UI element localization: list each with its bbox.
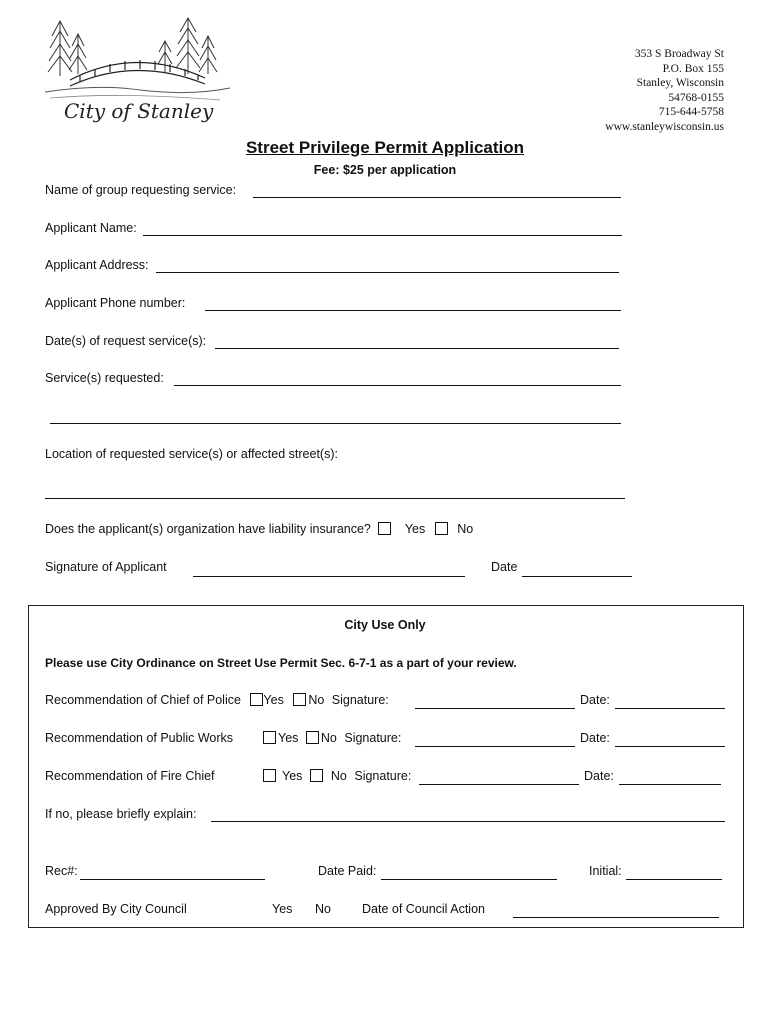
police-signature-label: Signature:	[331, 693, 389, 707]
police-label: Recommendation of Chief of Police	[45, 693, 241, 707]
public-works-signature-label: Signature:	[344, 731, 402, 745]
applicant-phone-label: Applicant Phone number:	[45, 296, 186, 310]
approved-label: Approved By City Council	[45, 902, 187, 916]
insurance-row	[45, 522, 473, 536]
police-signature-field[interactable]	[415, 708, 575, 709]
police-yes-checkbox[interactable]	[250, 693, 263, 706]
public-works-label: Recommendation of Public Works	[45, 731, 234, 745]
public-works-no-label: No	[320, 731, 337, 745]
fire-no-label: No	[330, 769, 347, 783]
city-use-heading: City Use Only	[344, 618, 426, 632]
applicant-name-field[interactable]	[143, 235, 622, 236]
address-phone: 715-644-5758	[658, 106, 724, 119]
applicant-address-field[interactable]	[156, 272, 619, 273]
group-name-label: Name of group requesting service:	[45, 183, 237, 197]
address-zip: 54768-0155	[668, 91, 724, 104]
location-field[interactable]	[45, 498, 625, 499]
city-address	[605, 47, 724, 135]
city-logo	[40, 6, 234, 134]
applicant-address-label: Applicant Address:	[45, 258, 149, 272]
police-no-checkbox[interactable]	[293, 693, 306, 706]
ordinance-instruction: Please use City Ordinance on Street Use Permit Sec. 6-7-1 as a part of your review.	[45, 656, 517, 670]
address-street: 353 S Broadway St	[634, 48, 724, 60]
fire-date-label: Date:	[584, 769, 614, 783]
approved-yes-option[interactable]: Yes	[272, 902, 293, 916]
police-date-label: Date:	[580, 693, 610, 707]
fire-signature-label: Signature:	[354, 769, 412, 783]
logo-text: City of Stanley	[64, 99, 214, 123]
dates-field[interactable]	[215, 348, 619, 349]
location-label: Location of requested service(s) or affected street(s):	[45, 447, 338, 461]
fee-text: Fee: $25 per application	[313, 163, 457, 177]
public-works-date-label: Date:	[580, 731, 610, 745]
address-po-box: P.O. Box 155	[662, 62, 724, 75]
public-works-checkboxes	[263, 731, 401, 745]
fire-no-checkbox[interactable]	[310, 769, 323, 782]
fire-date-field[interactable]	[619, 784, 721, 785]
fire-yes-checkbox[interactable]	[263, 769, 276, 782]
council-date-label: Date of Council Action	[362, 902, 485, 916]
date-field[interactable]	[522, 576, 632, 577]
group-name-field[interactable]	[253, 197, 621, 198]
fire-chief-checkboxes	[263, 769, 411, 783]
explain-label: If no, please briefly explain:	[45, 807, 197, 821]
fire-yes-label: Yes	[282, 769, 303, 783]
applicant-phone-field[interactable]	[205, 310, 621, 311]
public-works-date-field[interactable]	[615, 746, 725, 747]
fire-signature-field[interactable]	[419, 784, 579, 785]
police-yes-label: Yes	[263, 693, 284, 707]
insurance-yes-label: Yes	[404, 522, 426, 536]
date-label: Date	[491, 560, 518, 574]
dates-label: Date(s) of request service(s):	[45, 334, 207, 348]
signature-field[interactable]	[193, 576, 465, 577]
address-website: www.stanleywisconsin.us	[605, 120, 724, 133]
council-date-field[interactable]	[513, 917, 719, 918]
police-recommendation-row	[45, 693, 389, 707]
police-date-field[interactable]	[615, 708, 725, 709]
logo-trees-bridge-icon	[40, 6, 234, 134]
applicant-name-label: Applicant Name:	[45, 221, 137, 235]
initial-field[interactable]	[626, 879, 722, 880]
services-field[interactable]	[174, 385, 621, 386]
insurance-no-checkbox[interactable]	[435, 522, 448, 535]
public-works-signature-field[interactable]	[415, 746, 575, 747]
date-paid-label: Date Paid:	[318, 864, 377, 878]
public-works-yes-checkbox[interactable]	[263, 731, 276, 744]
rec-field[interactable]	[80, 879, 265, 880]
initial-label: Initial:	[589, 864, 622, 878]
explain-field[interactable]	[211, 821, 725, 822]
date-paid-field[interactable]	[381, 879, 557, 880]
signature-label: Signature of Applicant	[45, 560, 167, 574]
public-works-yes-label: Yes	[278, 731, 299, 745]
approved-no-option[interactable]: No	[315, 902, 331, 916]
police-no-label: No	[308, 693, 325, 707]
public-works-no-checkbox[interactable]	[306, 731, 319, 744]
services-label: Service(s) requested:	[45, 371, 164, 385]
address-city-state: Stanley, Wisconsin	[636, 77, 724, 90]
form-title: Street Privilege Permit Application	[245, 138, 525, 157]
services-field-line-2[interactable]	[50, 423, 621, 424]
insurance-no-label: No	[457, 522, 474, 536]
insurance-question: Does the applicant(s) organization have liability insurance?	[45, 522, 371, 536]
insurance-yes-checkbox[interactable]	[378, 522, 391, 535]
fire-chief-label: Recommendation of Fire Chief	[45, 769, 215, 783]
rec-label: Rec#:	[45, 864, 78, 878]
